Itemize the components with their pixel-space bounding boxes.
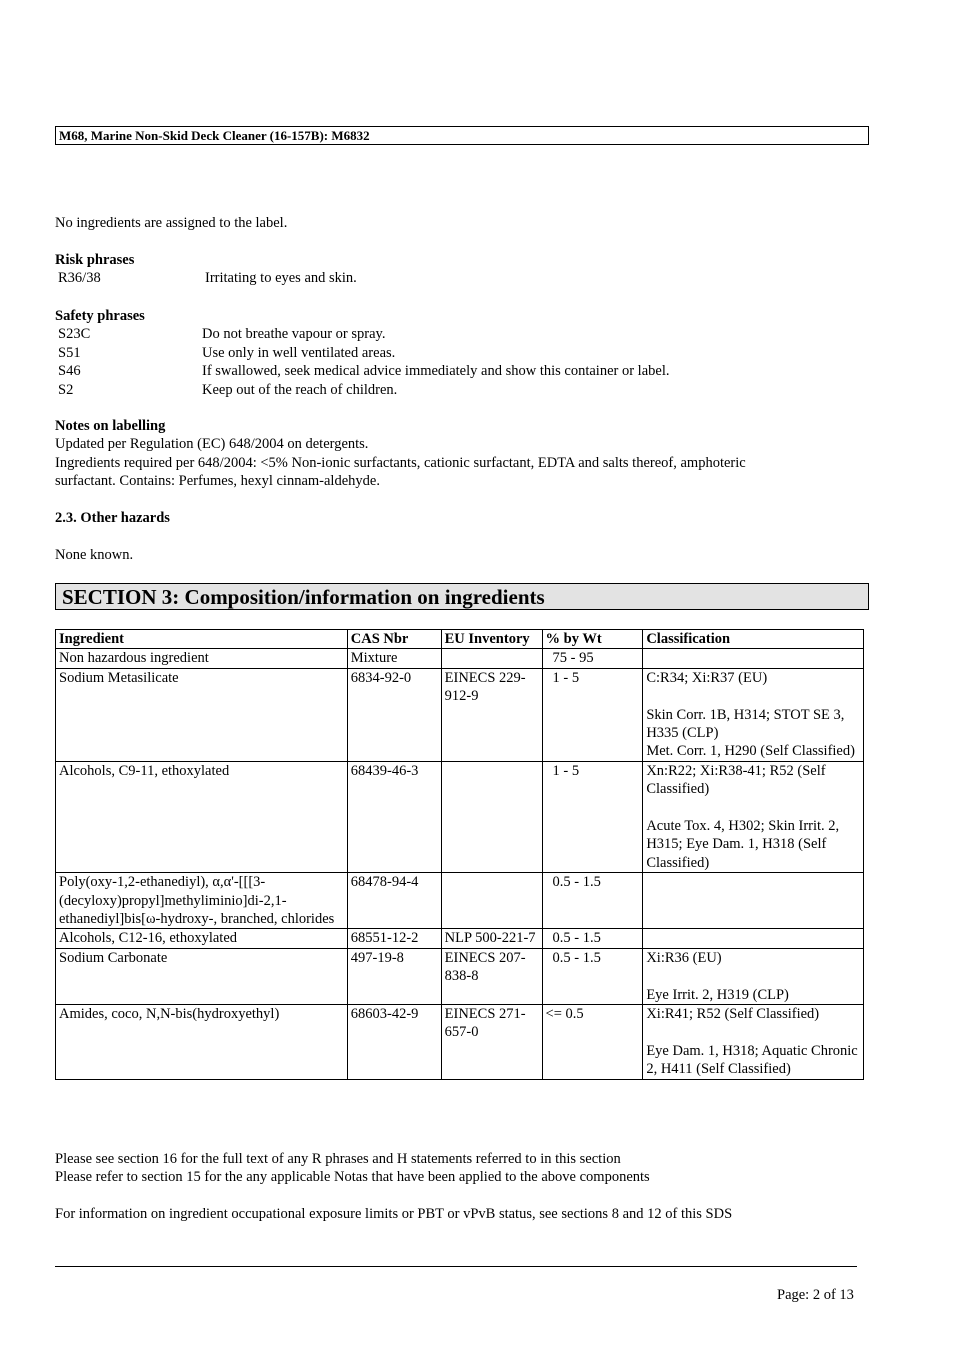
classification-clp: Acute Tox. 4, H302; Skin Irrit. 2, H315; Eye Dam. 1, H318 (Self Classified) (646, 818, 840, 871)
classification-clp: Eye Dam. 1, H318; Aquatic Chronic 2, H411 (Self Classified) (646, 1042, 858, 1078)
pct-cell: 0.5 - 1.5 (542, 929, 643, 948)
safety-phrase-row (58, 362, 669, 380)
table-row (56, 1005, 864, 1080)
other-hazards-text: None known. (55, 547, 134, 563)
classification-clp: Eye Irrit. 2, H319 (CLP) (646, 986, 789, 1003)
classification-eu: Xi:R41; R52 (Self Classified) (646, 1006, 820, 1023)
page-number: Page: 2 of 13 (777, 1287, 854, 1303)
risk-phrase-code: R36/38 (58, 270, 101, 287)
no-ingredients-text: No ingredients are assigned to the label. (55, 215, 288, 231)
classification-cell (643, 668, 864, 761)
ingredient-cell: Amides, coco, N,N-bis(hydroxyethyl) (56, 1005, 348, 1080)
column-header: % by Wt (542, 630, 643, 649)
pct-cell: 1 - 5 (542, 668, 643, 761)
safety-phrase-code: S51 (58, 344, 81, 361)
column-header: Classification (643, 630, 864, 649)
ingredient-cell: Sodium Carbonate (56, 948, 348, 1004)
safety-phrase-text: If swallowed, seek medical advice immediately and show this container or label. (202, 363, 670, 380)
notes-line: Ingredients required per 648/2004: <5% Non-ionic surfactants, cationic surfactant, EDTA and salts thereof, amphoteric (55, 454, 746, 471)
risk-phrases-block (55, 251, 357, 288)
safety-phrase-code: S23C (58, 326, 91, 343)
risk-phrase-text: Irritating to eyes and skin. (205, 270, 357, 287)
cas-cell: 497-19-8 (347, 948, 441, 1004)
classification-cell (643, 761, 864, 872)
classification-eu: Xn:R22; Xi:R38-41; R52 (Self Classified) (646, 762, 826, 798)
document-header: M68, Marine Non-Skid Deck Cleaner (16-157B): M6832 (55, 126, 869, 145)
section-3-note: Please refer to section 15 for the any applicable Notas that have been applied to the above components (55, 1169, 650, 1186)
risk-phrases-title: Risk phrases (55, 252, 135, 268)
table-row (56, 668, 864, 761)
classification-cell (643, 649, 864, 668)
section-3-note: Please see section 16 for the full text of any R phrases and H statements referred to in this section (55, 1151, 621, 1167)
ingredient-cell: Non hazardous ingredient (56, 649, 348, 668)
pct-cell: 0.5 - 1.5 (542, 873, 643, 929)
cas-cell: 68551-12-2 (347, 929, 441, 948)
safety-phrase-text: Keep out of the reach of children. (202, 381, 398, 398)
table-row (56, 948, 864, 1004)
cas-cell: 68439-46-3 (347, 761, 441, 872)
cas-cell: 68603-42-9 (347, 1005, 441, 1080)
safety-phrases-title: Safety phrases (55, 308, 145, 324)
safety-phrase-code: S2 (58, 381, 74, 398)
classification-eu: Xi:R36 (EU) (646, 949, 722, 966)
eu-cell: EINECS 207-838-8 (441, 948, 542, 1004)
footer-divider (55, 1266, 857, 1267)
pct-cell: 1 - 5 (542, 761, 643, 872)
ingredient-cell: Alcohols, C9-11, ethoxylated (56, 761, 348, 872)
safety-phrases-block (55, 307, 669, 399)
classification-cell (643, 1005, 864, 1080)
classification-cell (643, 929, 864, 948)
safety-phrase-row (58, 344, 669, 362)
pct-cell: <= 0.5 (542, 1005, 643, 1080)
risk-phrase-row (58, 269, 357, 287)
eu-cell (441, 873, 542, 929)
pct-cell: 0.5 - 1.5 (542, 948, 643, 1004)
classification-self: Met. Corr. 1, H290 (Self Classified) (646, 743, 855, 760)
notes-line: Updated per Regulation (EC) 648/2004 on detergents. (55, 436, 369, 453)
notes-line: surfactant. Contains: Perfumes, hexyl cinnam-aldehyde. (55, 473, 380, 490)
eu-cell: EINECS 271-657-0 (441, 1005, 542, 1080)
safety-phrase-text: Do not breathe vapour or spray. (202, 326, 386, 343)
column-header: EU Inventory (441, 630, 542, 649)
ingredient-cell: Sodium Metasilicate (56, 668, 348, 761)
eu-cell (441, 649, 542, 668)
cas-cell: 68478-94-4 (347, 873, 441, 929)
classification-cell (643, 873, 864, 929)
other-hazards-title: 2.3. Other hazards (55, 510, 170, 526)
notes-block (55, 417, 746, 491)
column-header: Ingredient (56, 630, 348, 649)
table-row (56, 873, 864, 929)
section-3-note: For information on ingredient occupational exposure limits or PBT or vPvB status, see sections 8 and 12 of this SDS (55, 1206, 733, 1223)
classification-cell (643, 948, 864, 1004)
eu-cell: NLP 500-221-7 (441, 929, 542, 948)
table-row (56, 649, 864, 668)
cas-cell: 6834-92-0 (347, 668, 441, 761)
safety-phrase-text: Use only in well ventilated areas. (202, 344, 396, 361)
ingredient-cell: Alcohols, C12-16, ethoxylated (56, 929, 348, 948)
classification-eu: C:R34; Xi:R37 (EU) (646, 669, 768, 686)
section-3-notes (55, 1150, 732, 1224)
ingredient-cell: Poly(oxy-1,2-ethanediyl), α,α'-[[[3-(decyloxy)propyl]methyliminio]di-2,1-ethanediyl]bis[ω-hydroxy-, branched, chlorides (56, 873, 348, 929)
safety-phrase-row (58, 381, 669, 399)
table-row (56, 761, 864, 872)
notes-title: Notes on labelling (55, 418, 166, 434)
ingredients-table (55, 629, 864, 1080)
safety-phrase-code: S46 (58, 363, 81, 380)
eu-cell: EINECS 229-912-9 (441, 668, 542, 761)
table-row (56, 929, 864, 948)
pct-cell: 75 - 95 (542, 649, 643, 668)
table-header-row (56, 630, 864, 649)
classification-clp: Skin Corr. 1B, H314; STOT SE 3, H335 (CLP) (646, 706, 845, 742)
cas-cell: Mixture (347, 649, 441, 668)
column-header: CAS Nbr (347, 630, 441, 649)
section-3-title: SECTION 3: Composition/information on ingredients (55, 583, 869, 610)
safety-phrase-row (58, 325, 669, 343)
eu-cell (441, 761, 542, 872)
